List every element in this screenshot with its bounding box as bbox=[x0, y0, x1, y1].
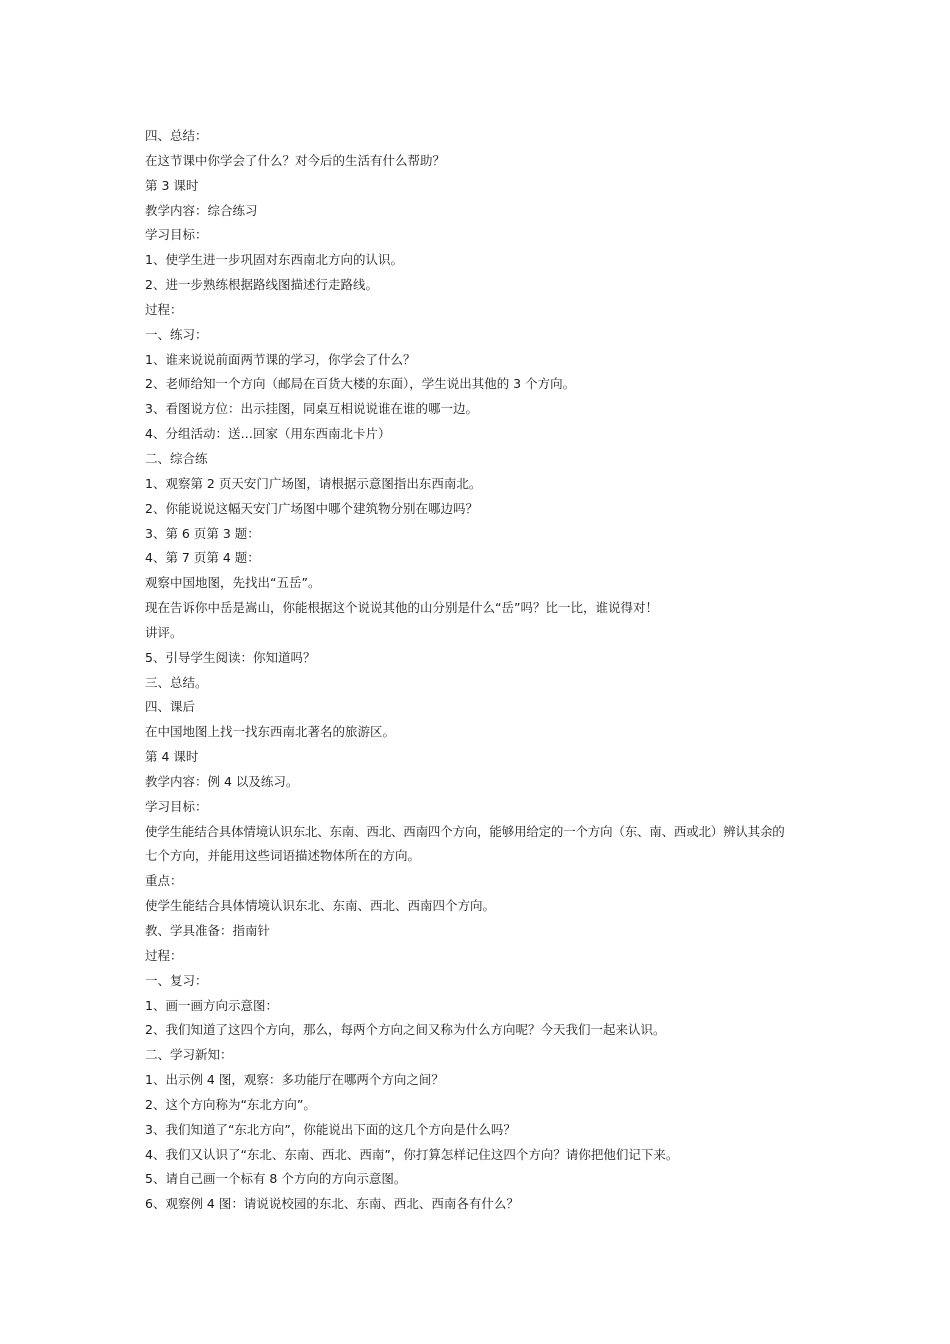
text-line: 教、学具准备：指南针 bbox=[145, 923, 271, 938]
text-line: 1、观察第 2 页天安门广场图，请根据示意图指出东西南北。 bbox=[145, 475, 482, 491]
text-line: 三、总结。 bbox=[145, 674, 208, 690]
text-line: 5、请自己画一个标有 8 个方向的方向示意图。 bbox=[145, 1171, 407, 1187]
text-line: 教学内容：例 4 以及练习。 bbox=[145, 773, 299, 789]
text-line: 5、引导学生阅读：你知道吗？ bbox=[145, 649, 316, 665]
text-line: 3、第 6 页第 3 题： bbox=[145, 525, 260, 541]
text-line: 1、谁来说说前面两节课的学习，你学会了什么？ bbox=[145, 351, 416, 367]
text-line: 讲评。 bbox=[145, 624, 183, 640]
text-line: 二、综合练 bbox=[145, 450, 208, 466]
text-line: 4、我们又认识了“东北、东南、西北、西南”，你打算怎样记住这四个方向？请你把他们记下来。 bbox=[145, 1146, 679, 1162]
text-line: 2、进一步熟练根据路线图描述行走路线。 bbox=[145, 277, 378, 293]
text-line: 重点： bbox=[145, 873, 183, 889]
lesson-heading-4: 第 4 课时 bbox=[145, 749, 199, 765]
text-line: 2、这个方向称为“东北方向”。 bbox=[145, 1096, 316, 1112]
text-line: 一、练习： bbox=[145, 326, 208, 342]
text-line: 4、分组活动：送…回家（用东西南北卡片） bbox=[145, 426, 391, 442]
text-line: 现在告诉你中岳是嵩山，你能根据这个说说其他的山分别是什么“岳”吗？比一比，谁说得对！ bbox=[145, 600, 658, 616]
text-line: 1、画一画方向示意图： bbox=[145, 997, 278, 1013]
text-line: 在中国地图上找一找东西南北著名的旅游区。 bbox=[145, 724, 396, 740]
text-line: 七个方向，并能用这些词语描述物体所在的方向。 bbox=[145, 848, 421, 864]
text-line: 过程： bbox=[145, 301, 183, 317]
text-line: 过程： bbox=[145, 947, 183, 963]
text-line: 1、使学生进一步巩固对东西南北方向的认识。 bbox=[145, 252, 403, 268]
text-line: 学习目标： bbox=[145, 227, 208, 243]
text-line: 四、课后 bbox=[145, 699, 196, 715]
document-body bbox=[145, 124, 815, 1217]
text-line: 教学内容：综合练习 bbox=[145, 202, 258, 218]
text-line: 使学生能结合具体情境认识东北、东南、西北、西南四个方向，能够用给定的一个方向（东、南、西或北）辨认其余的 bbox=[145, 823, 785, 839]
text-line: 学习目标： bbox=[145, 798, 208, 814]
lesson-heading-3: 第 3 课时 bbox=[145, 177, 199, 193]
text-line: 观察中国地图，先找出“五岳”。 bbox=[145, 575, 321, 591]
text-line: 3、看图说方位：出示挂图，同桌互相说说谁在谁的哪一边。 bbox=[145, 401, 478, 417]
text-line: 一、复习： bbox=[145, 972, 208, 988]
text-line: 2、我们知道了这四个方向，那么，每两个方向之间又称为什么方向呢？今天我们一起来认识。 bbox=[145, 1022, 666, 1038]
text-line: 使学生能结合具体情境认识东北、东南、西北、西南四个方向。 bbox=[145, 898, 496, 914]
text-line: 在这节课中你学会了什么？对今后的生活有什么帮助？ bbox=[145, 152, 446, 168]
section-heading-summary: 四、总结： bbox=[145, 128, 208, 143]
text-line: 1、出示例 4 图，观察：多功能厅在哪两个方向之间？ bbox=[145, 1072, 444, 1088]
text-line: 2、你能说说这幅天安门广场图中哪个建筑物分别在哪边吗？ bbox=[145, 500, 478, 516]
text-line: 二、学习新知： bbox=[145, 1047, 233, 1063]
text-line: 3、我们知道了“东北方向”，你能说出下面的这几个方向是什么吗？ bbox=[145, 1121, 516, 1137]
text-line: 2、老师给知一个方向（邮局在百货大楼的东面），学生说出其他的 3 个方向。 bbox=[145, 376, 576, 392]
text-line: 4、第 7 页第 4 题： bbox=[145, 550, 260, 566]
text-line: 6、观察例 4 图：请说说校园的东北、东南、西北、西南各有什么？ bbox=[145, 1196, 519, 1212]
